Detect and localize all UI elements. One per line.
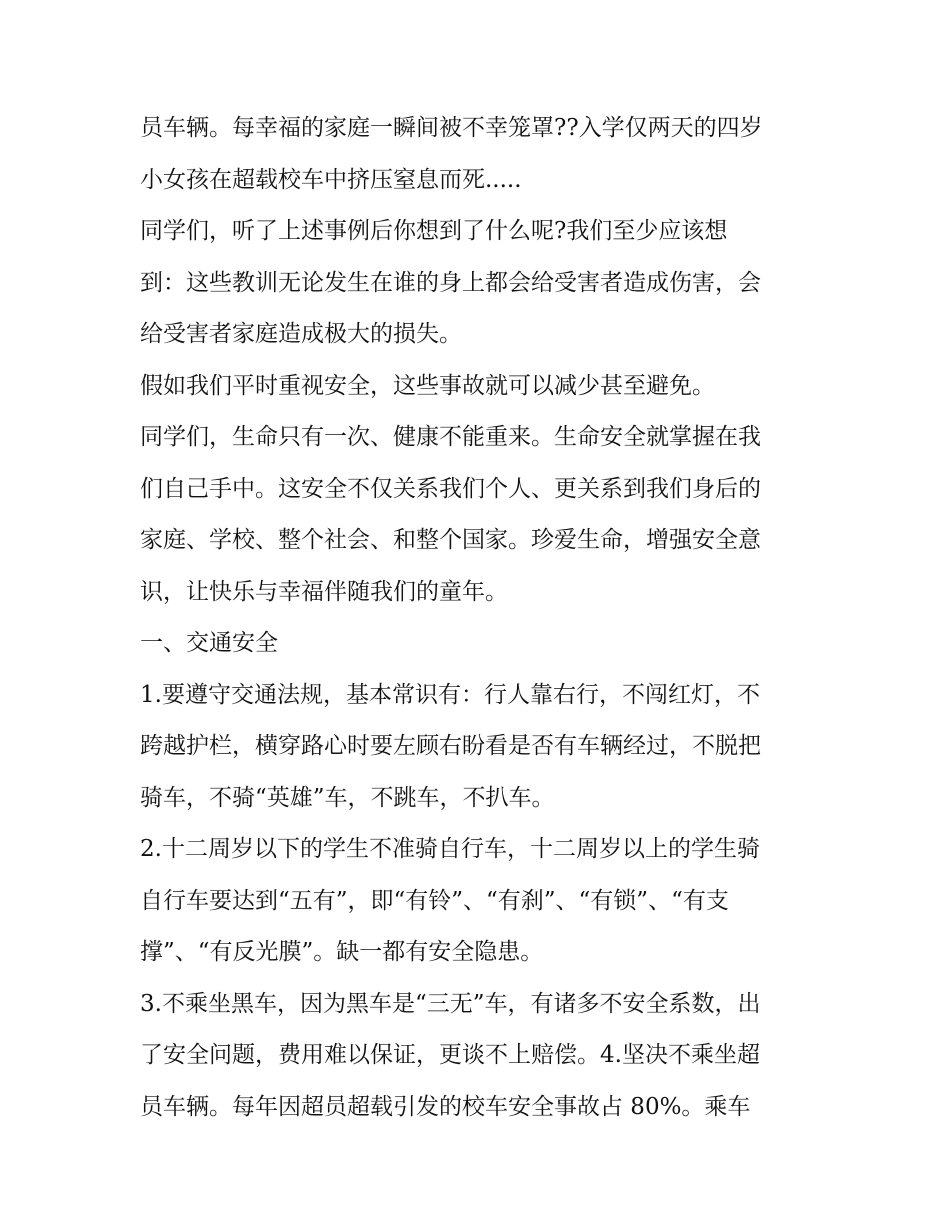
text-line: 骑车，不骑“英雄”车，不跳车，不扒车。 bbox=[140, 784, 555, 811]
text-line: 2.十二周岁以下的学生不准骑自行车，十二周岁以上的学生骑 bbox=[140, 836, 760, 862]
text-line: 小女孩在超载校车中挤压窒息而死..... bbox=[140, 166, 522, 193]
text-line: 3.不乘坐黑车，因为黑车是“三无”车，有诸多不安全系数，出 bbox=[140, 990, 761, 1017]
text-line: 同学们，听了上述事例后你想到了什么呢?我们至少应该想 bbox=[140, 218, 728, 244]
text-line: 们自己手中。这安全不仅关系我们个人、更关系到我们身后的 bbox=[140, 475, 761, 502]
text-line: 了安全问题，费用难以保证，更谈不上赔偿。4.坚决不乘坐超 bbox=[140, 1042, 760, 1068]
section-heading: 一、交通安全 bbox=[140, 630, 278, 656]
text-line: 撑”、“有反光膜”。缺一都有安全隐患。 bbox=[140, 939, 544, 965]
text-line: 给受害者家庭造成极大的损失。 bbox=[140, 321, 462, 347]
text-line: 自行车要达到“五有”，即“有铃”、“有刹”、“有锁”、“有支 bbox=[140, 887, 729, 914]
text-line: 识，让快乐与幸福伴随我们的童年。 bbox=[140, 578, 508, 605]
text-line: 跨越护栏，横穿路心时要左顾右盼看是否有车辆经过，不脱把 bbox=[140, 733, 761, 759]
text-line: 到：这些教训无论发生在谁的身上都会给受害者造成伤害，会 bbox=[140, 269, 761, 296]
text-line: 家庭、学校、整个社会、和整个国家。珍爱生命，增强安全意 bbox=[140, 527, 761, 553]
text-line: 员车辆。每幸福的家庭一瞬间被不幸笼罩??入学仅两天的四岁 bbox=[140, 115, 763, 141]
body-text bbox=[140, 103, 820, 1133]
text-line: 员车辆。每年因超员超载引发的校车安全事故占 80%。乘车 bbox=[140, 1093, 751, 1120]
text-line: 1.要遵守交通法规，基本常识有：行人靠右行，不闯红灯，不 bbox=[140, 681, 760, 708]
text-line: 假如我们平时重视安全，这些事故就可以减少甚至避免。 bbox=[140, 372, 715, 399]
text-line: 同学们，生命只有一次、健康不能重来。生命安全就掌握在我 bbox=[140, 424, 761, 450]
